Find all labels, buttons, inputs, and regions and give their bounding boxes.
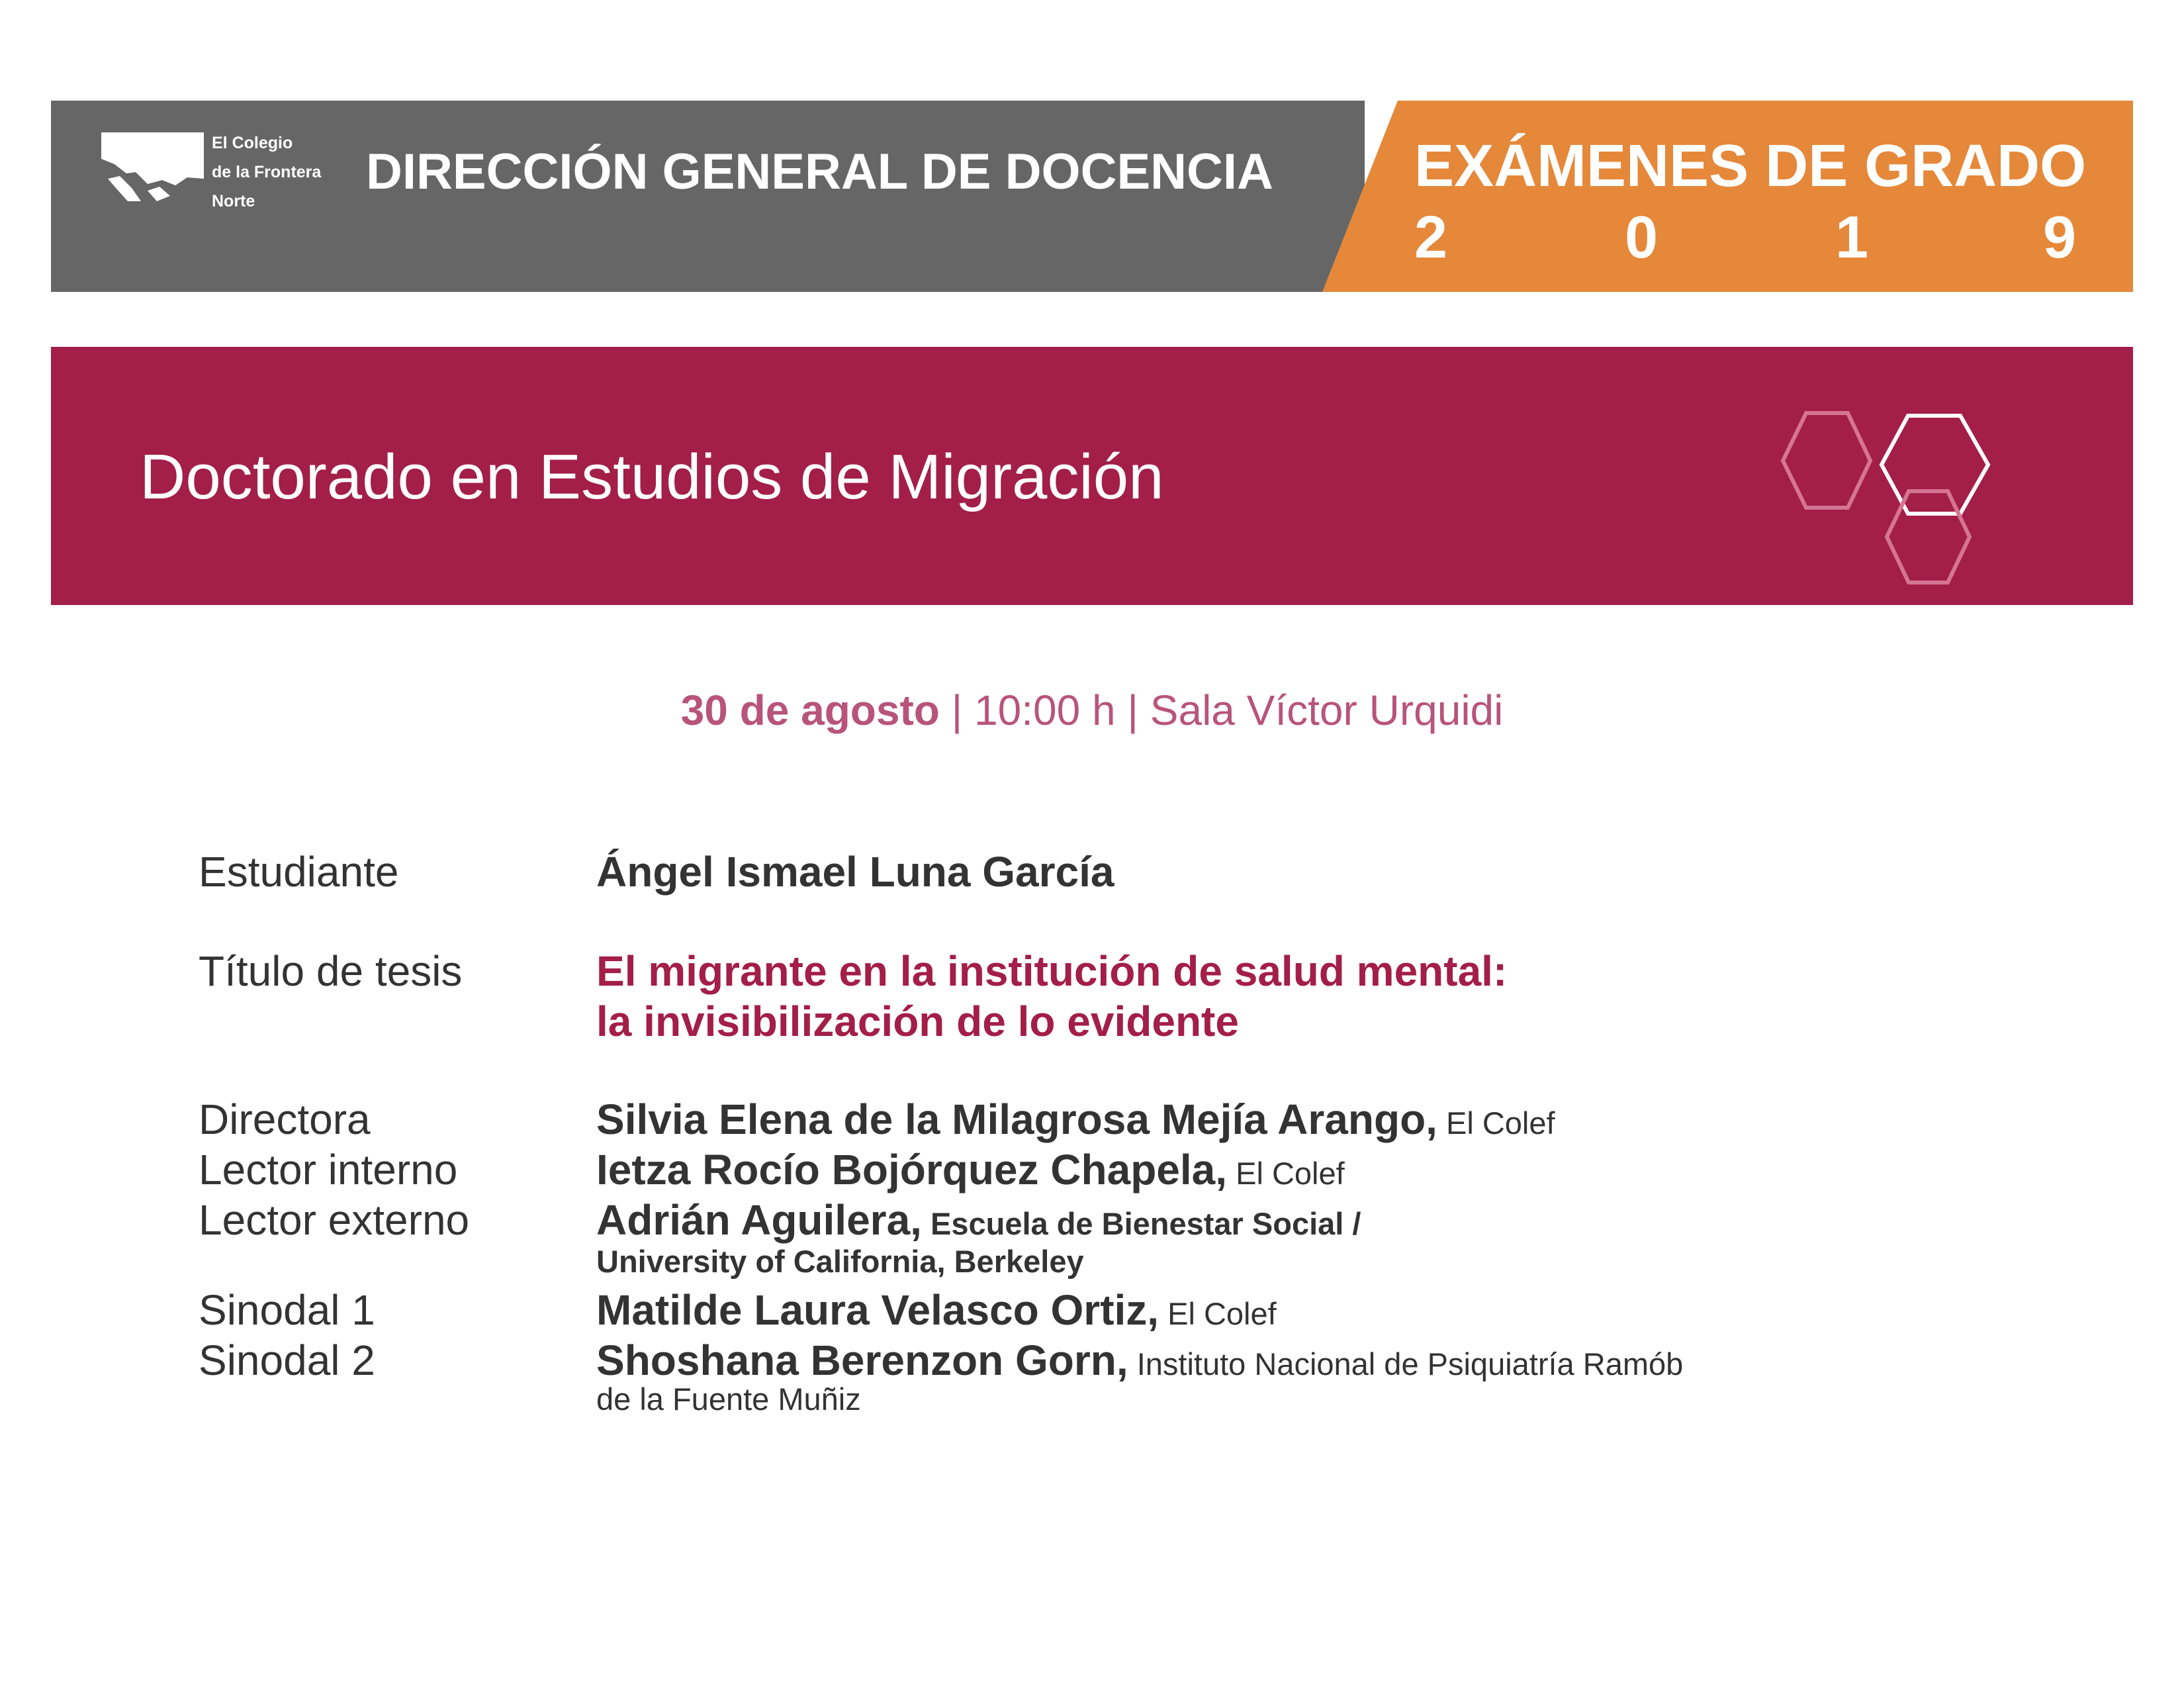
committee-role-sinodal-2: Sinodal 2: [199, 1336, 375, 1384]
schedule-line: [0, 686, 2184, 735]
year-digit-2: 0: [1625, 205, 1659, 271]
logo-line-3: Norte: [212, 192, 255, 210]
committee-member-sinodal-1: [596, 1285, 1277, 1334]
committee-member-directora: [596, 1095, 1555, 1144]
logo-line-1: El Colegio: [212, 134, 293, 152]
year: [1414, 204, 2116, 270]
time-and-room: | 10:00 h | Sala Víctor Urquidi: [939, 686, 1504, 734]
department-title: DIRECCIÓN GENERAL DE DOCENCIA: [366, 144, 1273, 200]
member-name: Silvia Elena de la Milagrosa Mejía Arango,: [596, 1096, 1437, 1143]
member-affiliation-line-2: University of California, Berkeley: [596, 1244, 1084, 1279]
student-name: Ángel Ismael Luna García: [596, 848, 1115, 896]
student-label: Estudiante: [199, 848, 399, 896]
thesis-title-line-2: la invisibilización de lo evidente: [596, 998, 1239, 1045]
thesis-title-line-1: El migrante en la institución de salud mental:: [596, 947, 1508, 995]
committee-member-lector-externo: [596, 1195, 1361, 1244]
program-banner: [51, 347, 2133, 605]
member-name: Matilde Laura Velasco Ortiz,: [596, 1286, 1160, 1334]
exam-date: 30 de agosto: [680, 686, 940, 734]
member-affiliation: Instituto Nacional de Psiquiatría Ramób: [1128, 1346, 1684, 1381]
exam-title: EXÁMENES DE GRADO: [1414, 133, 2087, 199]
hexagon-decoration-icon: [51, 347, 2133, 605]
member-affiliation: El Colef: [1159, 1296, 1277, 1331]
year-digit-1: 2: [1414, 205, 1448, 271]
header-bar: [51, 101, 2133, 292]
thesis-label: Título de tesis: [199, 947, 463, 995]
logo-line-2: de la Frontera: [212, 163, 322, 181]
year-digit-4: 9: [2043, 205, 2077, 271]
member-name: Shoshana Berenzon Gorn,: [596, 1336, 1128, 1384]
committee-role-lector-externo: Lector externo: [199, 1196, 470, 1244]
member-affiliation: Escuela de Bienestar Social /: [921, 1206, 1361, 1241]
committee-member-lector-interno: [596, 1145, 1345, 1194]
member-name: Adrián Aguilera,: [596, 1196, 922, 1244]
member-affiliation: El Colef: [1437, 1105, 1555, 1141]
logo-text: [212, 128, 321, 216]
committee-role-lector-interno: Lector interno: [199, 1146, 458, 1193]
committee-role-directora: Directora: [199, 1096, 371, 1143]
program-title: Doctorado en Estudios de Migración: [140, 442, 1164, 512]
year-digit-3: 1: [1835, 205, 1869, 271]
member-affiliation-line-2: de la Fuente Muñiz: [596, 1381, 861, 1417]
member-affiliation: El Colef: [1227, 1156, 1345, 1191]
member-name: Ietza Rocío Bojórquez Chapela,: [596, 1146, 1228, 1193]
committee-role-sinodal-1: Sinodal 1: [199, 1286, 375, 1334]
committee-member-sinodal-2: [596, 1336, 1683, 1385]
